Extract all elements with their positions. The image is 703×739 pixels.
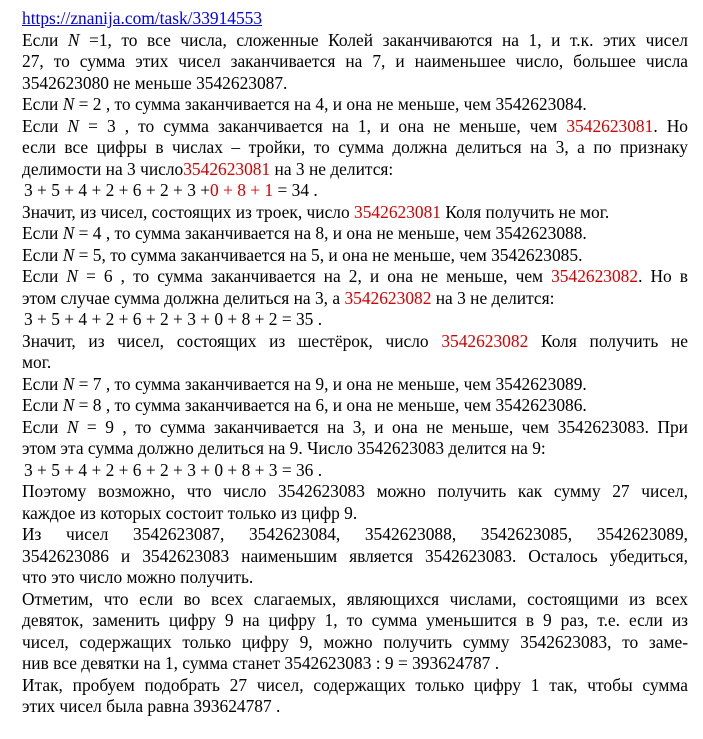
variable-n: N — [62, 244, 75, 265]
text-line — [22, 503, 688, 525]
text-run: Значит, из чисел, состоящих из шестёрок, число — [22, 330, 442, 351]
text-line — [22, 245, 688, 267]
equation-line — [22, 309, 688, 331]
text-run: Если — [22, 94, 63, 114]
text-run: 3 + 5 + 4 + 2 + 6 + 2 + 3 + — [24, 180, 211, 200]
text-run: что это число можно получить. — [22, 567, 254, 587]
text-line — [22, 546, 688, 568]
text-run: = 7 , то сумма заканчивается на 9, и она не меньше, чем 3542623089. — [74, 373, 587, 394]
text-run: делимости на 3 число — [22, 158, 184, 179]
text-run: Если — [22, 115, 68, 136]
variable-n: N — [62, 373, 75, 394]
text-run: Поэтому возможно, что число 3542623083 можно получить как сумму 27 чисел, — [22, 481, 688, 501]
text-run: на 3 не делится: — [270, 158, 394, 179]
variable-n: N — [66, 266, 78, 286]
text-run: 27, то сумма этих чисел заканчивается на 7, и наименьшее число, большее числа — [22, 51, 688, 71]
text-run: Коля получить не — [528, 330, 688, 351]
variable-n: N — [62, 395, 75, 415]
highlighted-number: 0 + 8 + 1 — [210, 180, 274, 200]
text-line — [22, 73, 688, 95]
highlighted-number: 3542623082 — [441, 330, 529, 351]
highlighted-number: 3542623081 — [183, 158, 271, 179]
text-line — [22, 266, 688, 288]
text-run: Коля получить не мог. — [440, 201, 610, 222]
text-run: Отметим, что если во всех слагаемых, являющихся числами, состоящими из всех — [22, 588, 688, 609]
highlighted-number: 3542623081 — [354, 201, 441, 222]
text-line — [22, 116, 688, 138]
text-run: 3542623086 и 3542623083 наименьшим является 3542623083. Осталось убедиться, — [22, 545, 688, 566]
text-line — [22, 696, 688, 718]
text-run: Если — [22, 373, 63, 394]
text-run: = 34 . — [273, 180, 318, 200]
text-run: . Но — [653, 115, 688, 136]
text-run: 3542623080 не меньше 3542623087. — [22, 72, 288, 93]
text-line — [22, 567, 688, 589]
text-run: . Но в — [638, 266, 688, 286]
text-line — [22, 395, 688, 417]
text-run: = 2 , то сумма заканчивается на 4, и она не меньше, чем 3542623084. — [74, 94, 587, 114]
text-line — [22, 632, 688, 654]
variable-n: N — [62, 223, 75, 243]
text-run: Значит, из чисел, состоящих из троек, число — [22, 201, 355, 222]
text-line — [22, 202, 688, 224]
text-run: Если — [22, 223, 63, 243]
text-line — [22, 331, 688, 353]
text-run: = 4 , то сумма заканчивается на 8, и она не меньше, чем 3542623088. — [74, 223, 587, 243]
text-line — [22, 610, 688, 632]
text-line — [22, 653, 688, 675]
document-page — [22, 8, 688, 718]
text-run: Если — [22, 395, 63, 415]
text-run: девяток, заменить цифру 9 на цифру 1, то сумма уменьшится в 9 раз, т.е. если из — [22, 610, 688, 630]
text-run: нив все девятки на 1, сумма станет 3542623083 : 9 = 393624787 . — [22, 653, 500, 673]
text-line — [22, 288, 688, 310]
text-run: этом случае сумма должна делиться на 3, а — [22, 287, 345, 308]
text-line — [22, 675, 688, 697]
text-run: = 6 , то сумма заканчивается на 2, и она не меньше, чем — [78, 266, 552, 286]
text-line — [22, 438, 688, 460]
text-line — [22, 30, 688, 52]
text-run: = 3 , то сумма заканчивается на 1, и она не меньше, чем — [79, 115, 567, 136]
equation-line — [22, 460, 688, 482]
source-link-line — [22, 8, 688, 30]
text-line — [22, 223, 688, 245]
text-line — [22, 94, 688, 116]
text-line — [22, 352, 688, 374]
text-run: если все цифры в числах – тройки, то сумма должна делиться на 3, а по признаку — [22, 137, 688, 157]
text-run: каждое из которых состоит только из цифр 9. — [22, 502, 358, 523]
text-run: на 3 не делится: — [431, 287, 555, 308]
text-run: этом эта сумма должно делиться на 9. Число 3542623083 делится на 9: — [22, 438, 546, 458]
text-line — [22, 589, 688, 611]
text-run: чисел, содержащих только цифру 9, можно получить сумму 3542623083, то заме- — [22, 631, 688, 652]
document-body — [22, 30, 688, 718]
text-run: Если — [22, 416, 67, 437]
highlighted-number: 3542623082 — [344, 287, 432, 308]
text-line — [22, 159, 688, 181]
text-run: Из чисел 3542623087, 3542623084, 3542623088, 3542623085, 3542623089, — [22, 524, 688, 544]
text-run: Если — [22, 29, 68, 50]
text-line — [22, 524, 688, 546]
text-line — [22, 417, 688, 439]
highlighted-number: 3542623082 — [551, 266, 639, 286]
text-line — [22, 137, 688, 159]
text-run: 3 + 5 + 4 + 2 + 6 + 2 + 3 + 0 + 8 + 3 = 36 . — [24, 459, 323, 480]
text-run: Итак, пробуем подобрать 27 чисел, содержащих только цифру 1 так, чтобы сумма — [22, 674, 688, 695]
source-link[interactable]: https://znanija.com/task/33914553 — [22, 8, 263, 28]
variable-n: N — [67, 29, 80, 50]
text-run: =1, то все числа, сложенные Колей заканчиваются на 1, и т.к. этих чисел — [79, 29, 688, 50]
text-run: Если — [22, 244, 63, 265]
equation-line — [22, 180, 688, 202]
text-line — [22, 374, 688, 396]
text-run: этих чисел была равна 393624787 . — [22, 696, 281, 716]
text-run: = 9 , то сумма заканчивается на 3, и она не меньше, чем 3542623083. При — [78, 416, 688, 437]
variable-n: N — [66, 416, 79, 437]
text-run: = 5, то сумма заканчивается на 5, и она не меньше, чем 3542623085. — [74, 244, 583, 265]
text-run: Если — [22, 266, 67, 286]
variable-n: N — [62, 94, 75, 114]
text-run: мог. — [22, 352, 52, 372]
variable-n: N — [67, 115, 80, 136]
highlighted-number: 3542623081 — [566, 115, 654, 136]
text-run: 3 + 5 + 4 + 2 + 6 + 2 + 3 + 0 + 8 + 2 = 35 . — [24, 309, 323, 329]
text-line — [22, 481, 688, 503]
text-line — [22, 51, 688, 73]
text-run: = 8 , то сумма заканчивается на 6, и она не меньше, чем 3542623086. — [74, 395, 587, 415]
